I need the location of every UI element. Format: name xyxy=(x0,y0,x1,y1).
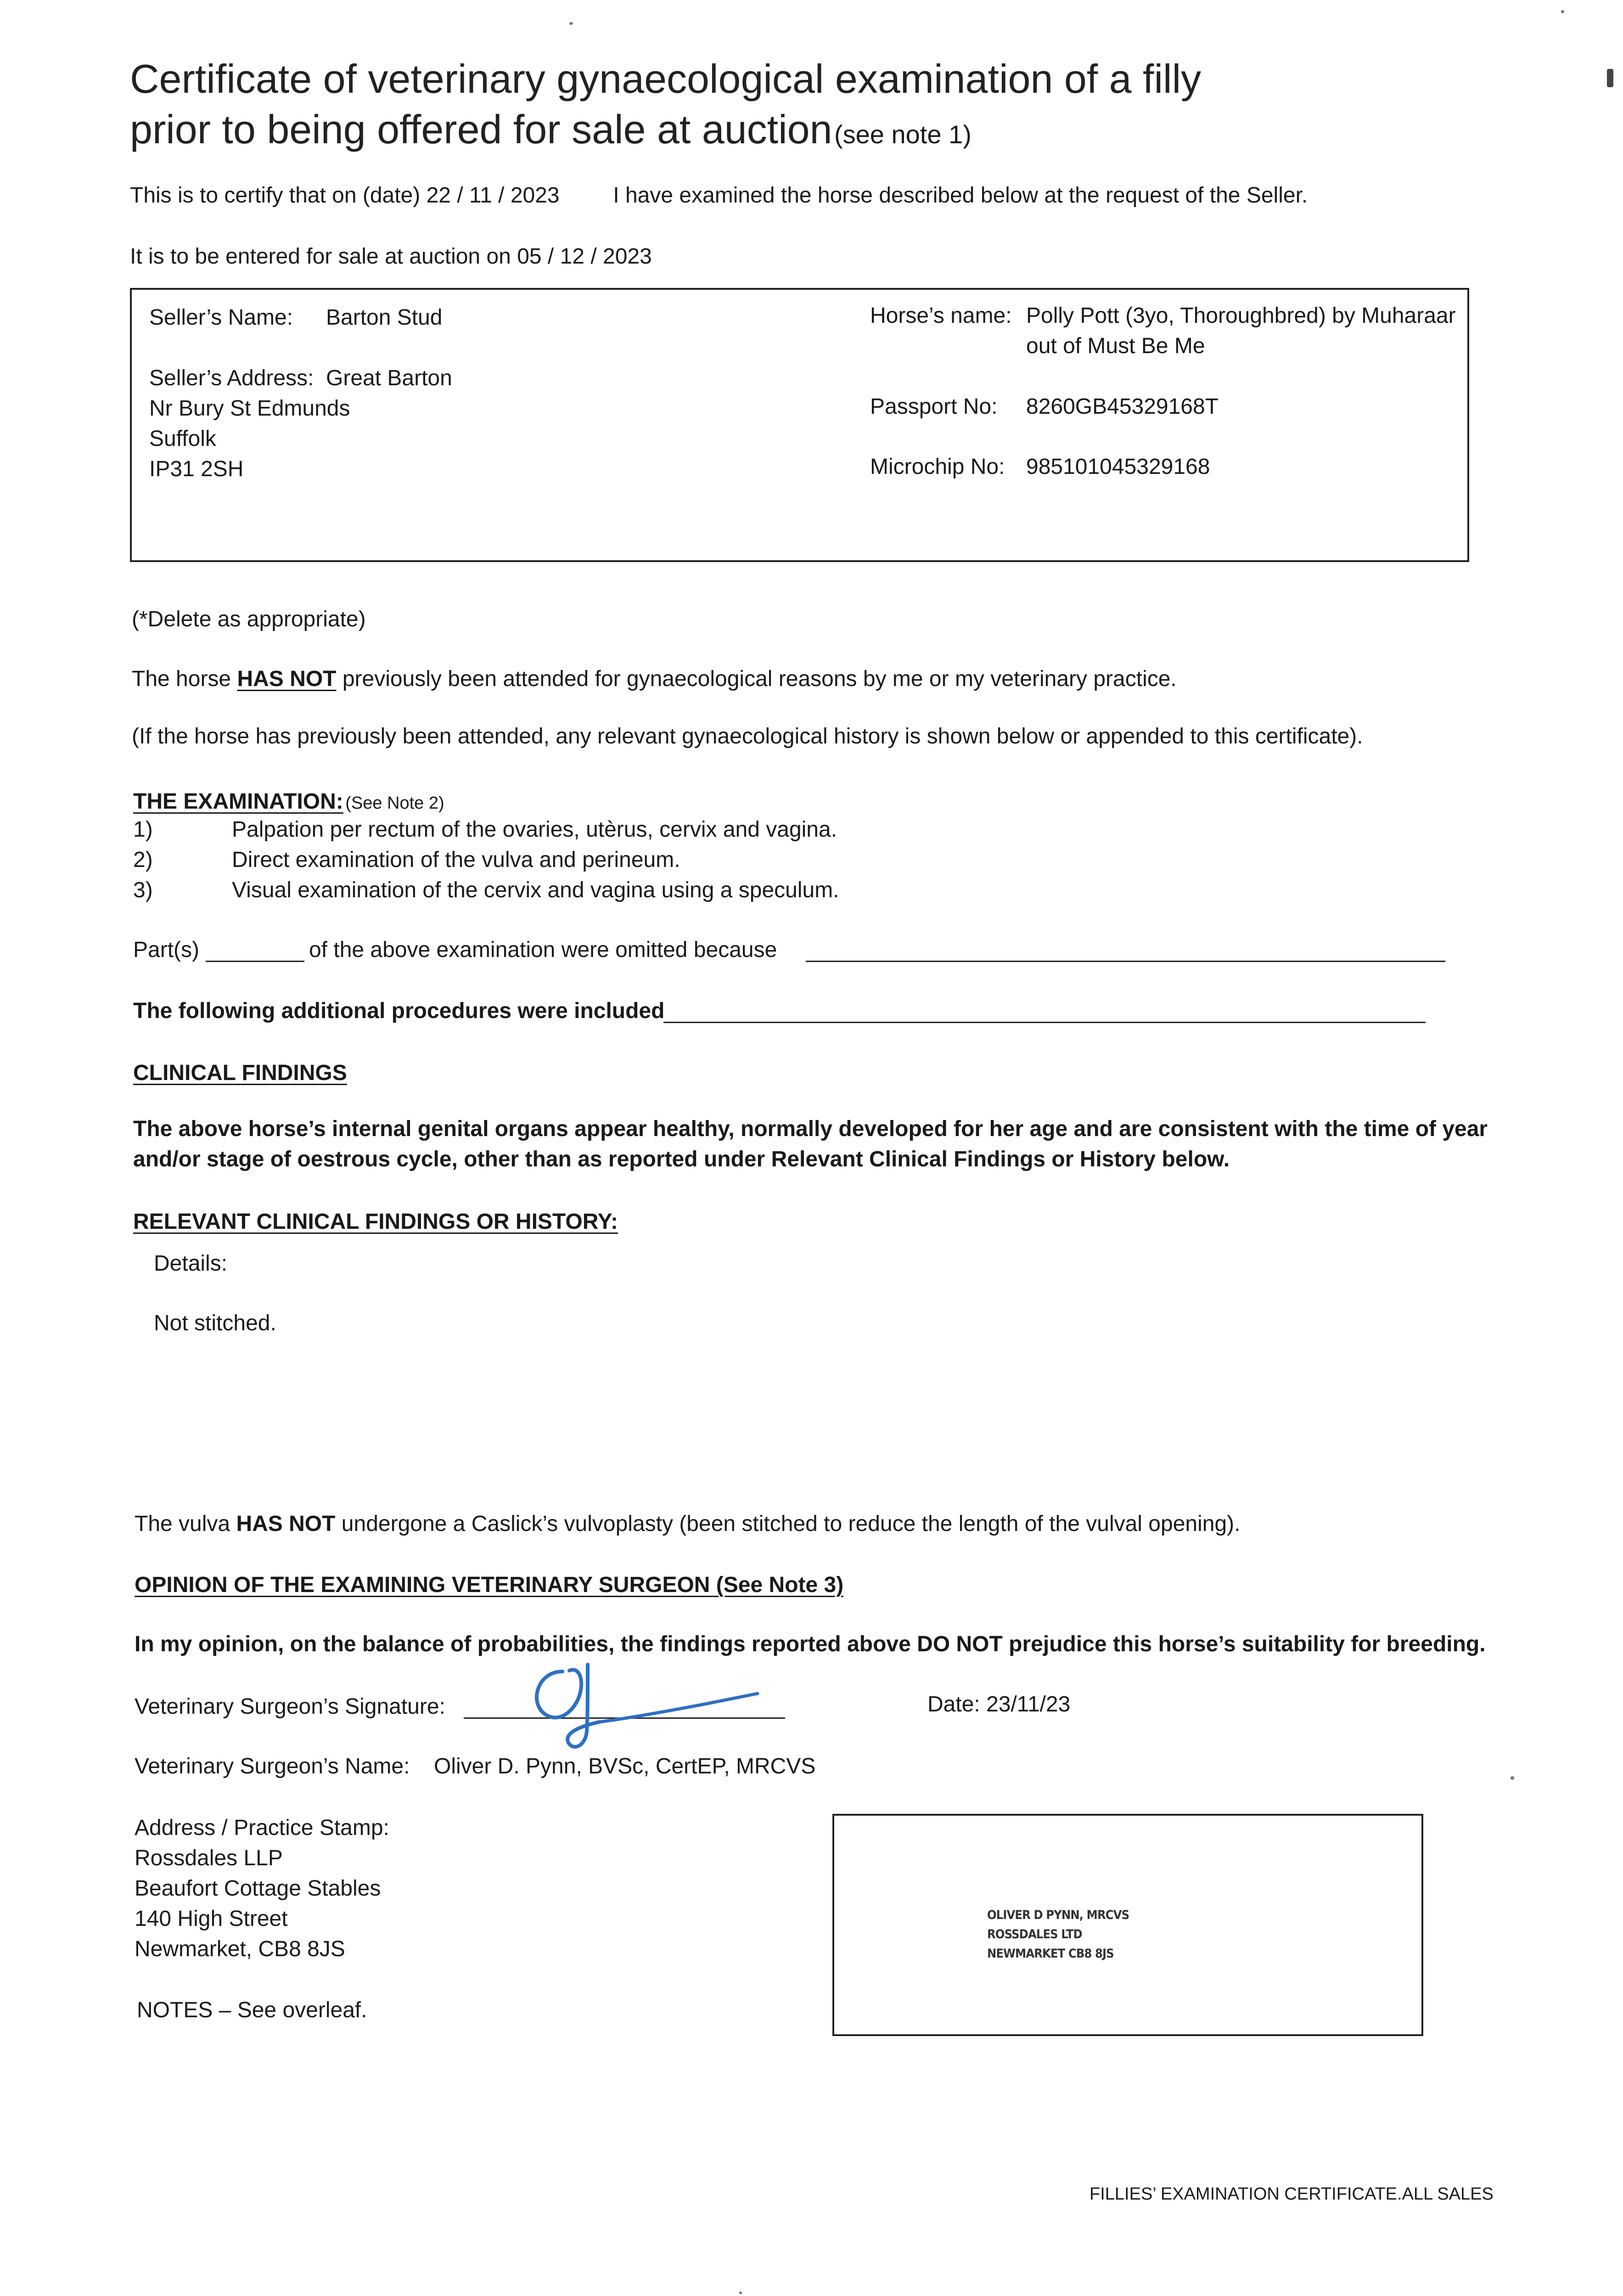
seller-address-line2: Nr Bury St Edmunds xyxy=(149,396,350,421)
history-note: (If the horse has previously been attended, any relevant gynaecological history is shown below or appended to this certificate). xyxy=(132,724,1363,748)
passport-label: Passport No: xyxy=(870,394,998,419)
seller-address-label: Seller’s Address: xyxy=(149,366,314,390)
vet-name: Oliver D. Pynn, BVSc, CertEP, MRCVS xyxy=(434,1754,816,1778)
exam-item-2-num: 2) xyxy=(133,848,153,872)
caslick-status: HAS NOT xyxy=(236,1512,336,1536)
relevant-findings-heading: RELEVANT CLINICAL FINDINGS OR HISTORY: xyxy=(133,1210,618,1234)
opinion-status: DO NOT xyxy=(917,1632,1003,1656)
practice-address-label: Address / Practice Stamp: xyxy=(135,1816,389,1840)
delete-note: (*Delete as appropriate) xyxy=(132,607,366,631)
auction-prefix: It is to be entered for sale at auction on xyxy=(130,244,511,269)
signature-label: Veterinary Surgeon’s Signature: xyxy=(135,1694,445,1719)
additional-procedures-blank xyxy=(663,1022,1426,1023)
attended-pre: The horse xyxy=(132,667,231,691)
vet-name-label: Veterinary Surgeon’s Name: xyxy=(135,1754,410,1778)
caslick-pre: The vulva xyxy=(135,1512,230,1536)
vet-date xyxy=(927,1694,1070,1716)
details-text: Not stitched. xyxy=(154,1311,276,1335)
certify-prefix: This is to certify that on (date) xyxy=(130,183,421,208)
practice-stamp xyxy=(987,1906,1129,1964)
examination-heading-note: (See Note 2) xyxy=(345,793,444,813)
exam-date: 22 / 11 / 2023 xyxy=(426,183,560,208)
notes-overleaf: NOTES – See overleaf. xyxy=(137,1998,367,2022)
certificate-title-line1: Certificate of veterinary gynaecological examination of a filly xyxy=(130,56,1202,101)
practice-address-line1: Rossdales LLP xyxy=(135,1846,283,1870)
certify-suffix: I have examined the horse described below at the request of the Seller. xyxy=(613,183,1308,208)
stamp-line3: NEWMARKET CB8 8JS xyxy=(987,1946,1114,1961)
clinical-findings-heading: CLINICAL FINDINGS xyxy=(133,1061,347,1085)
scan-speck xyxy=(1561,10,1564,13)
details-label: Details: xyxy=(154,1251,228,1276)
scan-speck xyxy=(1607,69,1613,87)
stamp-line1: OLIVER D PYNN, MRCVS xyxy=(987,1908,1129,1922)
microchip-number: 985101045329168 xyxy=(1026,455,1210,479)
attended-status: HAS NOT xyxy=(237,667,337,691)
examination-heading: THE EXAMINATION: xyxy=(133,789,343,814)
practice-address-line3: 140 High Street xyxy=(135,1907,288,1931)
omitted-post: of the above examination were omitted because xyxy=(309,938,777,962)
attended-statement xyxy=(132,668,1177,690)
seller-name-label: Seller’s Name: xyxy=(149,305,293,330)
omitted-parts-blank xyxy=(206,961,304,962)
vet-date-value: 23/11/23 xyxy=(986,1692,1071,1716)
seller-address-line1: Great Barton xyxy=(326,366,452,390)
scan-speck xyxy=(739,2291,742,2294)
caslick-statement xyxy=(135,1513,1240,1535)
horse-name-label: Horse’s name: xyxy=(870,304,1012,328)
seller-address-line4: IP31 2SH xyxy=(149,457,244,481)
seller-address-line3: Suffolk xyxy=(149,427,216,451)
handwritten-signature xyxy=(519,1653,776,1759)
stamp-line2: ROSSDALES LTD xyxy=(987,1927,1082,1941)
certify-line xyxy=(130,185,1308,207)
certificate-title-line2-wrap xyxy=(130,109,972,150)
practice-address-line4: Newmarket, CB8 8JS xyxy=(135,1937,345,1961)
horse-name-line1: Polly Pott (3yo, Thoroughbred) by Muharaar xyxy=(1026,304,1456,328)
certificate-title-line2: prior to being offered for sale at auction xyxy=(130,107,832,152)
microchip-label: Microchip No: xyxy=(870,455,1005,479)
omitted-reason-blank xyxy=(806,961,1445,962)
attended-post: previously been attended for gynaecological reasons by me or my veterinary practice. xyxy=(342,667,1177,691)
opinion-post: prejudice this horse’s suitability for breeding. xyxy=(1009,1632,1486,1656)
clinical-statement-line1: The above horse’s internal genital organs appear healthy, normally developed for her age and are consistent with the time of year xyxy=(133,1117,1488,1141)
omitted-pre: Part(s) xyxy=(133,938,199,962)
seller-name: Barton Stud xyxy=(326,305,443,330)
exam-item-2-text: Direct examination of the vulva and perineum. xyxy=(232,848,680,872)
examination-heading-wrap xyxy=(133,791,444,813)
horse-name-line2: out of Must Be Me xyxy=(1026,334,1205,358)
exam-item-3-num: 3) xyxy=(133,878,153,902)
additional-procedures: The following additional procedures were included xyxy=(133,999,665,1023)
opinion-heading: OPINION OF THE EXAMINING VETERINARY SURGEON (See Note 3) xyxy=(135,1573,844,1597)
auction-date: 05 / 12 / 2023 xyxy=(517,244,652,269)
scan-speck xyxy=(1511,1776,1514,1780)
form-identifier: FILLIES’ EXAMINATION CERTIFICATE.ALL SALES xyxy=(1089,2184,1494,2204)
scan-speck xyxy=(569,22,573,25)
exam-item-3-text: Visual examination of the cervix and vagina using a speculum. xyxy=(232,878,839,902)
auction-line xyxy=(130,246,652,268)
practice-address-line2: Beaufort Cottage Stables xyxy=(135,1876,381,1901)
passport-number: 8260GB45329168T xyxy=(1026,394,1219,419)
title-note: (see note 1) xyxy=(834,120,972,149)
caslick-post: undergone a Caslick’s vulvoplasty (been stitched to reduce the length of the vulval opening). xyxy=(341,1512,1241,1536)
opinion-statement xyxy=(135,1633,1486,1655)
clinical-statement-line2: and/or stage of oestrous cycle, other than as reported under Relevant Clinical Findings or History below. xyxy=(133,1147,1230,1171)
vet-date-label: Date: xyxy=(927,1692,980,1716)
opinion-pre: In my opinion, on the balance of probabilities, the findings reported above xyxy=(135,1632,911,1656)
exam-item-1-num: 1) xyxy=(133,817,153,842)
exam-item-1-text: Palpation per rectum of the ovaries, utèrus, cervix and vagina. xyxy=(232,817,837,842)
